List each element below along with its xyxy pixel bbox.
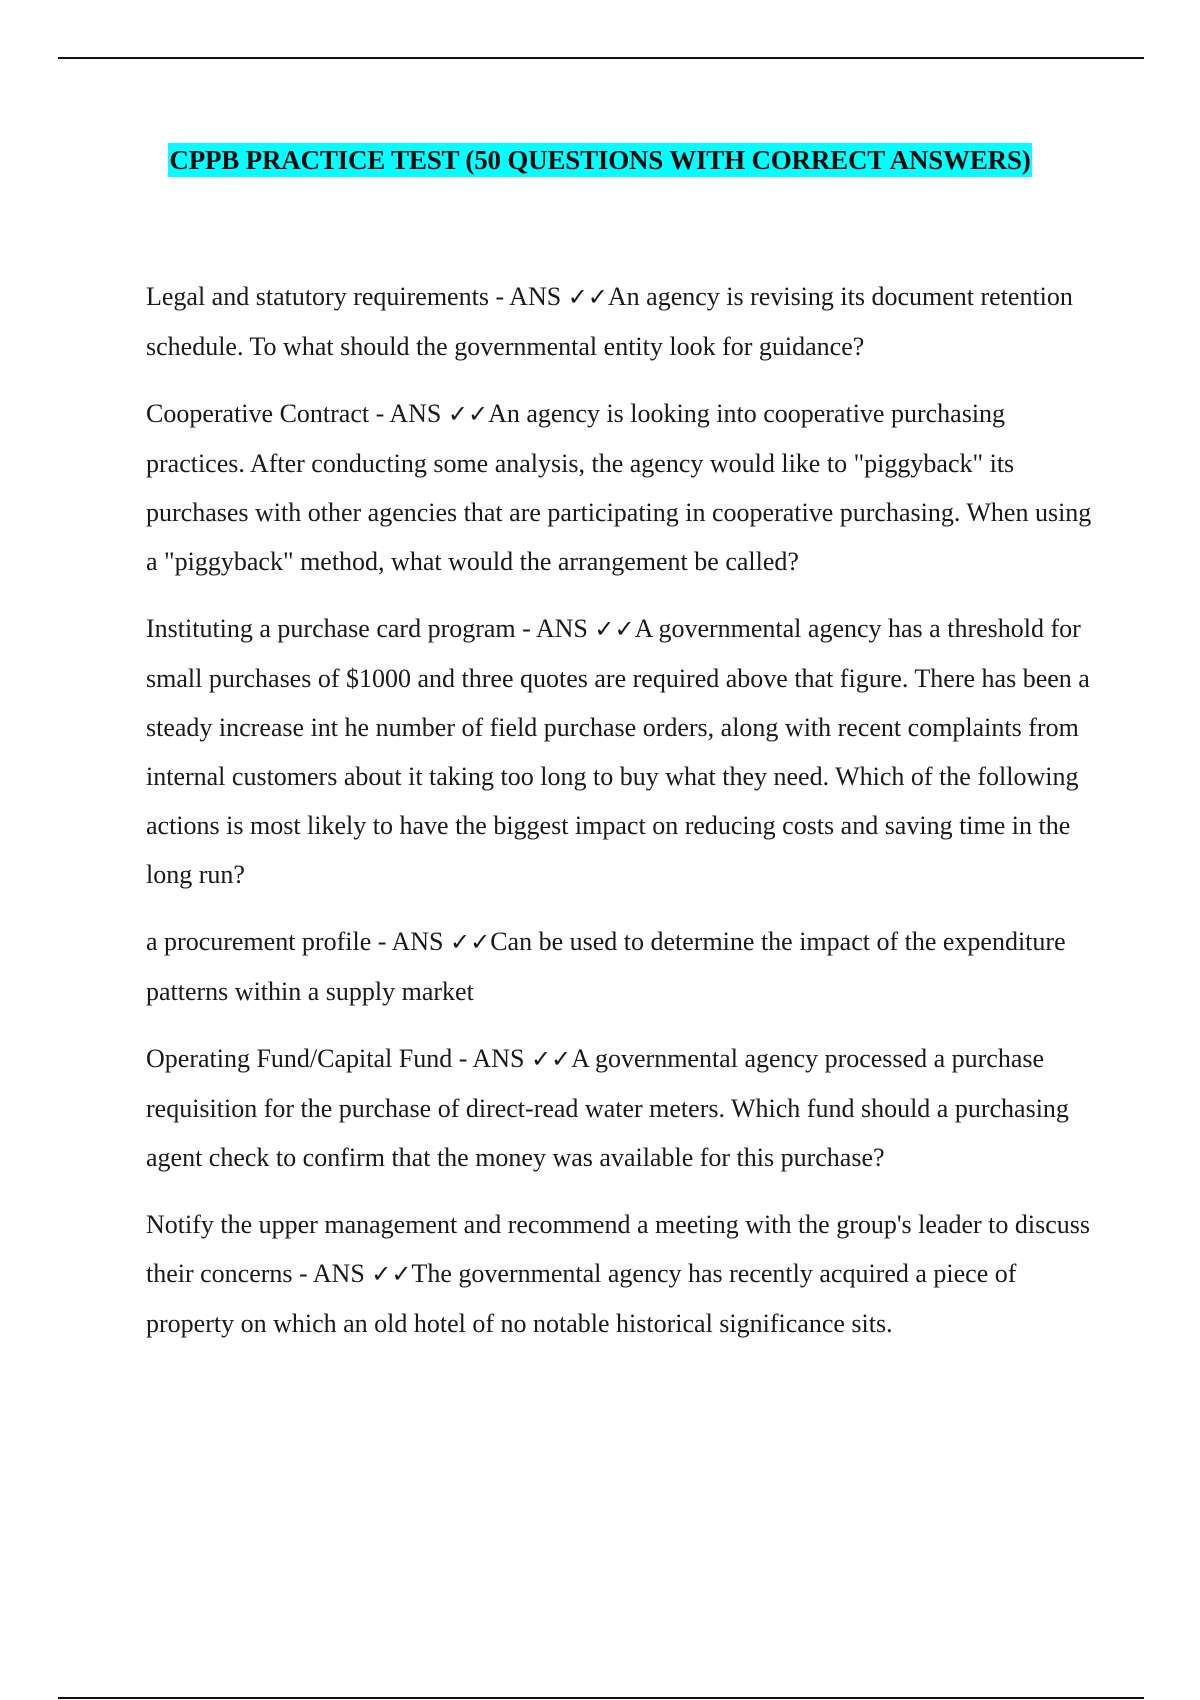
answer-text: Notify the upper management and recommend a meeting with the group's leader to discuss their concerns - ANS: [146, 1210, 1091, 1288]
answer-text: Cooperative Contract - ANS: [146, 399, 448, 428]
question-text: A governmental agency processed a purchase requisition for the purchase of direct-read water meters. Which fund should a purchasing agent check to confirm that the money was available for this purchase?: [146, 1044, 1069, 1172]
check-icon: ✓✓: [371, 1260, 412, 1288]
qa-item: [146, 1034, 1092, 1182]
answer-text: a procurement profile - ANS: [146, 927, 450, 956]
check-icon: ✓✓: [594, 615, 635, 643]
check-icon: ✓✓: [530, 1045, 572, 1073]
qa-list: [146, 272, 1092, 1366]
check-icon: ✓✓: [567, 283, 608, 311]
answer-text: Instituting a purchase card program - ANS: [146, 614, 595, 643]
qa-item: [146, 604, 1092, 899]
bottom-rule: [58, 1697, 1144, 1699]
qa-item: [146, 1200, 1092, 1348]
check-icon: ✓✓: [449, 928, 491, 956]
check-icon: ✓✓: [447, 400, 489, 428]
question-text: The governmental agency has recently acquired a piece of property on which an old hotel of no notable historical significance sits.: [146, 1259, 1017, 1338]
qa-item: [146, 917, 1092, 1016]
qa-item: [146, 272, 1092, 371]
top-rule: [58, 57, 1144, 59]
qa-item: [146, 389, 1092, 586]
document-title: CPPB PRACTICE TEST (50 QUESTIONS WITH CORRECT ANSWERS): [169, 145, 1031, 175]
question-text: Can be used to determine the impact of the expenditure patterns within a supply market: [146, 927, 1066, 1006]
question-text: An agency is revising its document retention schedule. To what should the governmental entity look for guidance?: [146, 282, 1073, 361]
title-container: [0, 143, 1200, 177]
question-text: A governmental agency has a threshold for small purchases of $1000 and three quotes are required above that figure. There has been a steady increase int he number of field purchase orders, along with recent complaints from internal customers about it taking too long to buy what they need. Which of the following actions is most likely to have the biggest impact on reducing costs and saving time in the long run?: [146, 614, 1090, 889]
answer-text: Operating Fund/Capital Fund - ANS: [146, 1044, 531, 1073]
answer-text: Legal and statutory requirements - ANS: [146, 282, 568, 311]
question-text: An agency is looking into cooperative purchasing practices. After conducting some analysis, the agency would like to "piggyback" its purchases with other agencies that are participating in cooperative purchasing. When using a "piggyback" method, what would the arrangement be called?: [146, 399, 1092, 576]
